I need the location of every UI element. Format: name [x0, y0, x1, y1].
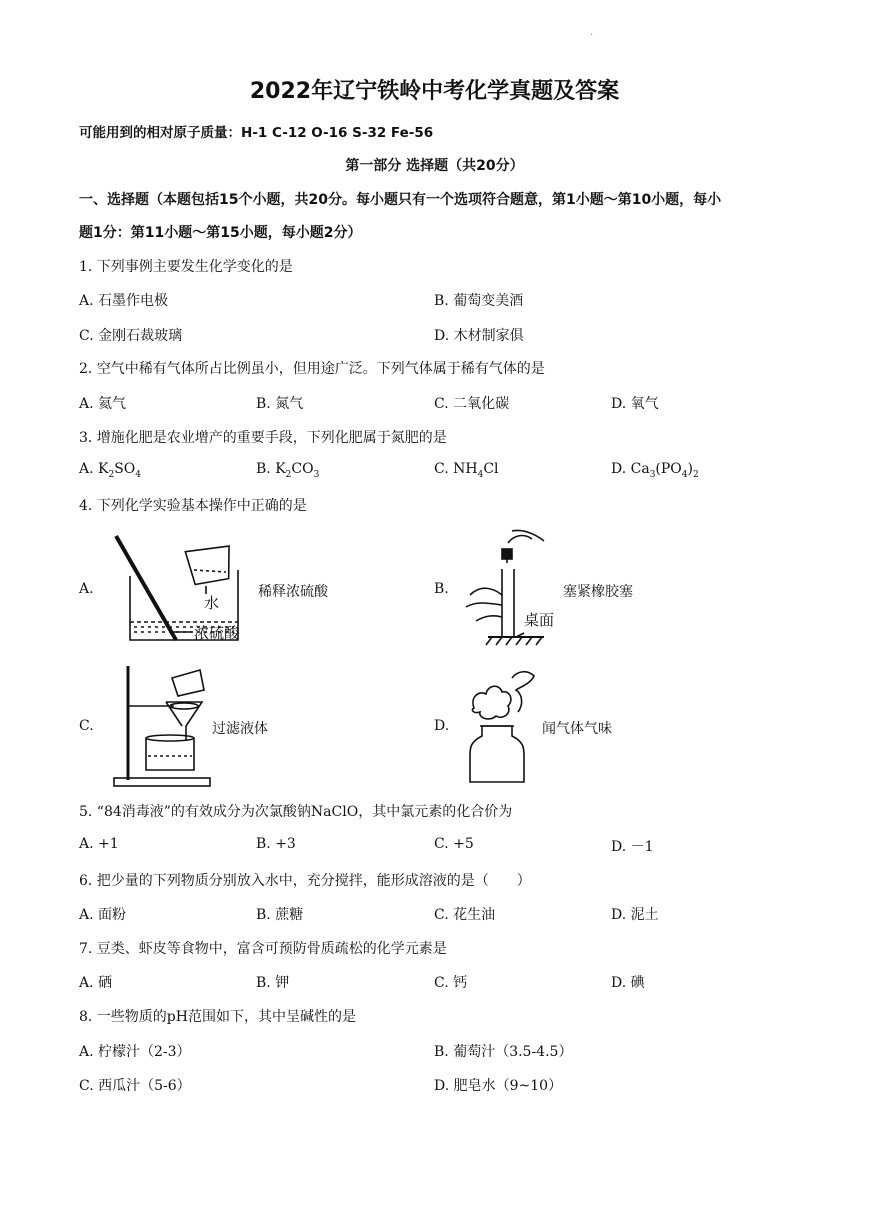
test-tube — [502, 569, 514, 637]
filtration-figure — [108, 662, 218, 790]
q7-option-a[interactable]: A. 硒 — [79, 975, 113, 991]
q2-option-d[interactable]: D. 氧气 — [611, 396, 659, 412]
q4-option-c-letter[interactable]: C. — [79, 718, 94, 734]
label-conc-acid: 浓硫酸 — [194, 624, 240, 642]
question-7-stem: 7. 豆类、虾皮等食物中，富含可预防骨质疏松的化学元素是 — [79, 941, 447, 957]
pouring-beaker-c — [172, 670, 204, 696]
question-1-stem: 1. 下列事例主要发生化学变化的是 — [79, 259, 293, 275]
q7-option-c[interactable]: C. 钙 — [434, 975, 468, 991]
receiving-beaker — [146, 738, 194, 770]
part1-heading: 第一部分 选择题（共20分） — [345, 158, 524, 174]
gas-bottle — [470, 726, 524, 782]
atomic-masses-line: 可能用到的相对原子质量：H-1 C-12 O-16 S-32 Fe-56 — [79, 125, 434, 141]
face-profile — [512, 672, 534, 712]
q5-option-a[interactable]: A. +1 — [79, 836, 119, 852]
q8-option-c[interactable]: C. 西瓜汁（5-6） — [79, 1078, 191, 1094]
q5-option-d[interactable]: D. －1 — [611, 839, 654, 855]
q4-option-a-caption: 稀释浓硫酸 — [258, 584, 328, 600]
glass-rod — [116, 536, 176, 640]
gas-cloud — [472, 686, 510, 719]
smell-gas-figure — [462, 664, 542, 788]
q2-option-a[interactable]: A. 氦气 — [79, 396, 127, 412]
q2-option-b[interactable]: B. 氮气 — [256, 396, 304, 412]
page-title: 2022年辽宁铁岭中考化学真题及答案 — [249, 79, 620, 104]
instructions-line-1: 一、选择题（本题包括15个小题，共20分。每小题只有一个选项符合题意，第1小题～第10小题，每小 — [79, 192, 722, 208]
question-5-stem: 5. “84消毒液”的有效成分为次氯酸钠NaClO，其中氯元素的化合价为 — [79, 804, 513, 820]
q6-option-c[interactable]: C. 花生油 — [434, 907, 496, 923]
question-8-stem: 8. 一些物质的pH范围如下，其中呈碱性的是 — [79, 1009, 356, 1025]
stopper-figure — [452, 525, 562, 655]
rubber-stopper — [502, 549, 512, 559]
q1-option-a[interactable]: A. 石墨作电极 — [79, 293, 169, 309]
q5-option-b[interactable]: B. +3 — [256, 836, 296, 852]
q1-option-c[interactable]: C. 金刚石裁玻璃 — [79, 328, 183, 344]
q4-option-c-caption: 过滤液体 — [212, 721, 268, 737]
q8-option-a[interactable]: A. 柠檬汁（2-3） — [79, 1044, 191, 1060]
page-marker-dot: · — [590, 30, 594, 41]
q6-option-a[interactable]: A. 面粉 — [79, 907, 127, 923]
q8-option-d[interactable]: D. 肥皂水（9~10） — [434, 1078, 563, 1094]
instructions-line-2: 题1分：第11小题～第15小题，每小题2分） — [79, 225, 362, 241]
pouring-beaker — [185, 544, 234, 585]
q4-option-b-caption: 塞紧橡胶塞 — [563, 584, 633, 600]
q7-option-b[interactable]: B. 钾 — [256, 975, 290, 991]
q6-option-d[interactable]: D. 泥土 — [611, 907, 659, 923]
q3-option-d[interactable]: D. $Ca_3(PO_4)_2$ — [611, 461, 699, 480]
q4-option-d-letter[interactable]: D. — [434, 718, 450, 734]
question-4-stem: 4. 下列化学实验基本操作中正确的是 — [79, 498, 307, 514]
question-3-stem: 3. 增施化肥是农业增产的重要手段，下列化肥属于氮肥的是 — [79, 430, 447, 446]
q1-option-b[interactable]: B. 葡萄变美酒 — [434, 293, 524, 309]
q4-option-b-letter[interactable]: B. — [434, 581, 449, 597]
q3-option-c[interactable]: C. $NH_4Cl$ — [434, 461, 499, 480]
q7-option-d[interactable]: D. 碘 — [611, 975, 645, 991]
q3-option-a[interactable]: A. $K_2SO_4$ — [79, 461, 142, 480]
q1-option-d[interactable]: D. 木材制家俱 — [434, 328, 524, 344]
q2-option-c[interactable]: C. 二氧化碳 — [434, 396, 510, 412]
question-2-stem: 2. 空气中稀有气体所占比例虽小，但用途广泛。下列气体属于稀有气体的是 — [79, 361, 545, 377]
q4-option-a-letter[interactable]: A. — [79, 581, 94, 597]
label-tabletop: 桌面 — [524, 611, 555, 629]
q4-option-d-caption: 闻气体气味 — [542, 721, 612, 737]
dilute-acid-figure — [108, 530, 258, 650]
label-water: 水 — [204, 594, 220, 612]
q6-option-b[interactable]: B. 蔗糖 — [256, 907, 304, 923]
q8-option-b[interactable]: B. 葡萄汁（3.5-4.5） — [434, 1044, 573, 1060]
question-6-stem: 6. 把少量的下列物质分别放入水中，充分搅拌，能形成溶液的是（ ） — [79, 873, 531, 889]
q5-option-c[interactable]: C. +5 — [434, 836, 474, 852]
q3-option-b[interactable]: B. $K_2CO_3$ — [256, 461, 320, 480]
